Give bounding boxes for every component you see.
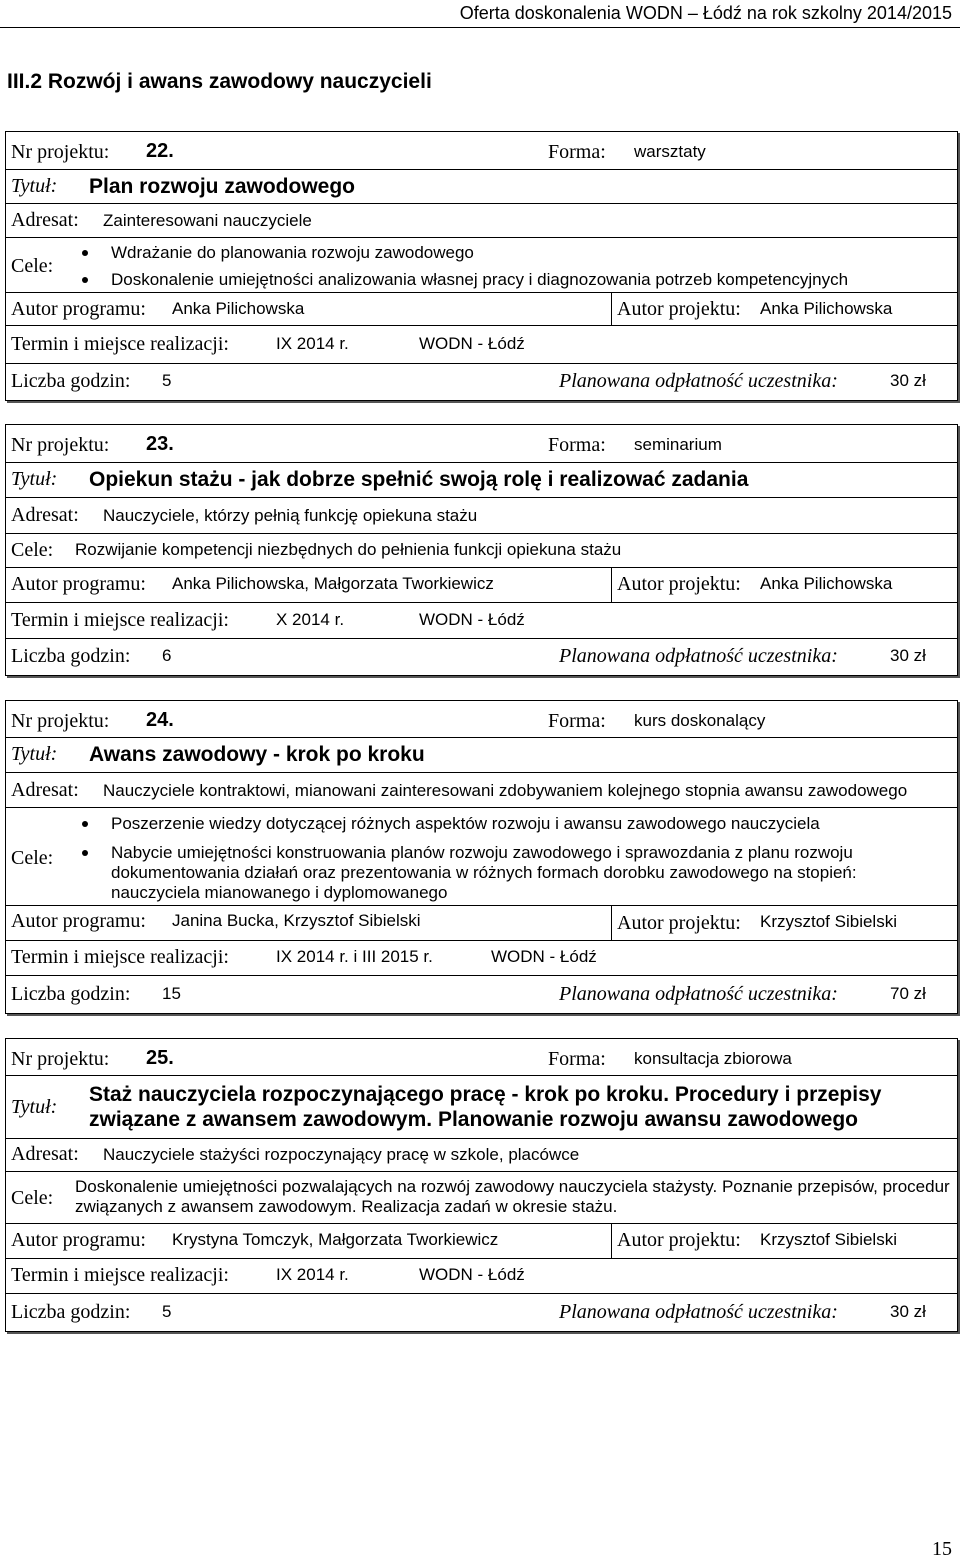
odplatnosc-label: Planowana odpłatność uczestnika: [559,983,838,1005]
cel-item: Doskonalenie umiejętności pozwalających na rozwój zawodowy nauczyciela stażysty. Poznanie przepisów, procedur związanych z awansem zawodowym. Realizacja zadań w okresie stażu. [75,1177,950,1216]
cel-item: Doskonalenie umiejętności analizowania własnej pracy i diagnozowania potrzeb kompetencyjnych [111,270,849,289]
autor-projektu-label: Autor projektu: [617,912,741,934]
running-header: Oferta doskonalenia WODN – Łódź na rok szkolny 2014/2015 [459,3,952,23]
adresat-label: Adresat: [11,209,79,231]
project-number: 25. [146,1047,174,1069]
autor-programu-label: Autor programu: [11,298,146,320]
project-title: Plan rozwoju zawodowego [89,175,356,198]
termin-label: Termin i miejsce realizacji: [11,609,229,631]
cel-item: Poszerzenie wiedzy dotyczącej różnych aspektów rozwoju i awansu zawodowego nauczyciela [111,814,820,833]
row-divider [6,975,957,976]
row-divider [6,533,957,534]
row-divider [6,940,957,941]
autor-projektu-value: Krzysztof Sibielski [760,912,897,931]
row-divider [6,1171,957,1172]
cele-label: Cele: [11,847,54,869]
row-divider [6,1258,957,1259]
godziny-value: 5 [162,1302,172,1321]
column-divider [611,905,612,940]
adresat-label: Adresat: [11,504,79,526]
autor-projektu-value: Krzysztof Sibielski [760,1230,897,1249]
termin-label: Termin i miejsce realizacji: [11,946,229,968]
autor-programu-label: Autor programu: [11,1229,146,1251]
miejsce-value: WODN - Łódź [419,610,525,629]
cele-label: Cele: [11,255,54,277]
forma-label: Forma: [548,710,606,732]
bullet-icon [82,250,88,256]
autor-programu-value: Anka Pilichowska [172,299,305,318]
termin-label: Termin i miejsce realizacji: [11,1264,229,1286]
adresat-label: Adresat: [11,779,79,801]
column-divider [611,567,612,602]
row-divider [6,1138,957,1139]
adresat-value: Nauczyciele, którzy pełnią funkcję opiekuna stażu [103,506,478,525]
termin-value: IX 2014 r. [276,334,349,353]
forma-label: Forma: [548,1048,606,1070]
termin-value: IX 2014 r. [276,1265,349,1284]
godziny-value: 15 [162,984,181,1003]
nr-label: Nr projektu: [11,434,110,456]
nr-label: Nr projektu: [11,710,110,732]
liczba-label: Liczba godzin: [11,645,131,667]
autor-programu-value: Janina Bucka, Krzysztof Sibielski [172,911,421,930]
row-divider [6,1223,957,1224]
forma-value: warsztaty [634,142,706,161]
cel-item: Wdrażanie do planowania rozwoju zawodowego [111,243,474,262]
nr-label: Nr projektu: [11,141,110,163]
row-divider [6,462,957,463]
odplatnosc-label: Planowana odpłatność uczestnika: [559,370,838,392]
tytul-label: Tytuł: [11,175,58,197]
miejsce-value: WODN - Łódź [419,334,525,353]
cel-item: Rozwijanie kompetencji niezbędnych do pełnienia funkcji opiekuna stażu [75,540,622,559]
adresat-value: Zainteresowani nauczyciele [103,211,312,230]
project-title: Awans zawodowy - krok po kroku [89,743,425,766]
row-divider [6,602,957,603]
termin-value: IX 2014 r. i III 2015 r. [276,947,433,966]
cena-value: 30 zł [890,371,926,390]
autor-projektu-value: Anka Pilichowska [760,574,893,593]
tytul-label: Tytuł: [11,468,58,490]
row-divider [6,905,957,906]
tytul-label: Tytuł: [11,743,58,765]
godziny-value: 6 [162,646,172,665]
row-divider [6,325,957,326]
row-divider [6,169,957,170]
row-divider [6,363,957,364]
liczba-label: Liczba godzin: [11,983,131,1005]
liczba-label: Liczba godzin: [11,370,131,392]
adresat-value: Nauczyciele kontraktowi, mianowani zainteresowani zdobywaniem kolejnego stopnia awansu zawodowego [103,781,908,800]
header-rule [0,27,960,28]
row-divider [6,292,957,293]
project-number: 23. [146,433,174,455]
row-divider [6,807,957,808]
row-divider [6,638,957,639]
forma-value: seminarium [634,435,722,454]
cena-value: 70 zł [890,984,926,1003]
termin-label: Termin i miejsce realizacji: [11,333,229,355]
section-title: III.2 Rozwój i awans zawodowy nauczycieli [7,70,432,93]
row-divider [6,567,957,568]
cele-label: Cele: [11,1187,54,1209]
termin-value: X 2014 r. [276,610,345,629]
project-card-22 [5,131,958,401]
row-divider [6,497,957,498]
odplatnosc-label: Planowana odpłatność uczestnika: [559,1301,838,1323]
project-number: 24. [146,709,174,731]
forma-label: Forma: [548,434,606,456]
forma-label: Forma: [548,141,606,163]
row-divider [6,1075,957,1076]
miejsce-value: WODN - Łódź [419,1265,525,1284]
godziny-value: 5 [162,371,172,390]
autor-projektu-label: Autor projektu: [617,298,741,320]
autor-projektu-label: Autor projektu: [617,573,741,595]
cena-value: 30 zł [890,1302,926,1321]
column-divider [611,1223,612,1258]
row-divider [6,772,957,773]
autor-programu-value: Krystyna Tomczyk, Małgorzata Tworkiewicz [172,1230,499,1249]
liczba-label: Liczba godzin: [11,1301,131,1323]
adresat-value: Nauczyciele stażyści rozpoczynający pracę w szkole, placówce [103,1145,580,1164]
nr-label: Nr projektu: [11,1048,110,1070]
adresat-label: Adresat: [11,1143,79,1165]
bullet-icon [82,850,88,856]
project-title: Staż nauczyciela rozpoczynającego pracę - krok po kroku. Procedury i przepisy związane z awansem zawodowym. Planowanie rozwoju awansu zawodowego [89,1083,882,1131]
autor-programu-label: Autor programu: [11,910,146,932]
miejsce-value: WODN - Łódź [491,947,597,966]
cel-item: Nabycie umiejętności konstruowania planów rozwoju zawodowego i sprawozdania z planu rozwoju dokumentowania działań oraz prezentowania w różnych formach dorobku zawodowego na stopień: nauczyciela mianowanego i dyplomowanego [111,843,857,902]
row-divider [6,237,957,238]
row-divider [6,203,957,204]
cele-label: Cele: [11,539,54,561]
project-title: Opiekun stażu - jak dobrze spełnić swoją rolę i realizować zadania [89,468,749,491]
autor-programu-value: Anka Pilichowska, Małgorzata Tworkiewicz [172,574,494,593]
autor-projektu-value: Anka Pilichowska [760,299,893,318]
autor-projektu-label: Autor projektu: [617,1229,741,1251]
project-card-23 [5,424,958,676]
project-number: 22. [146,140,174,162]
project-card-24 [5,700,958,1014]
autor-programu-label: Autor programu: [11,573,146,595]
tytul-label: Tytuł: [11,1096,58,1118]
project-card-25 [5,1038,958,1332]
row-divider [6,737,957,738]
bullet-icon [82,821,88,827]
forma-value: kurs doskonalący [634,711,766,730]
odplatnosc-label: Planowana odpłatność uczestnika: [559,645,838,667]
page-number: 15 [932,1538,952,1560]
forma-value: konsultacja zbiorowa [634,1049,792,1068]
column-divider [611,292,612,325]
bullet-icon [82,277,88,283]
cena-value: 30 zł [890,646,926,665]
row-divider [6,1293,957,1294]
